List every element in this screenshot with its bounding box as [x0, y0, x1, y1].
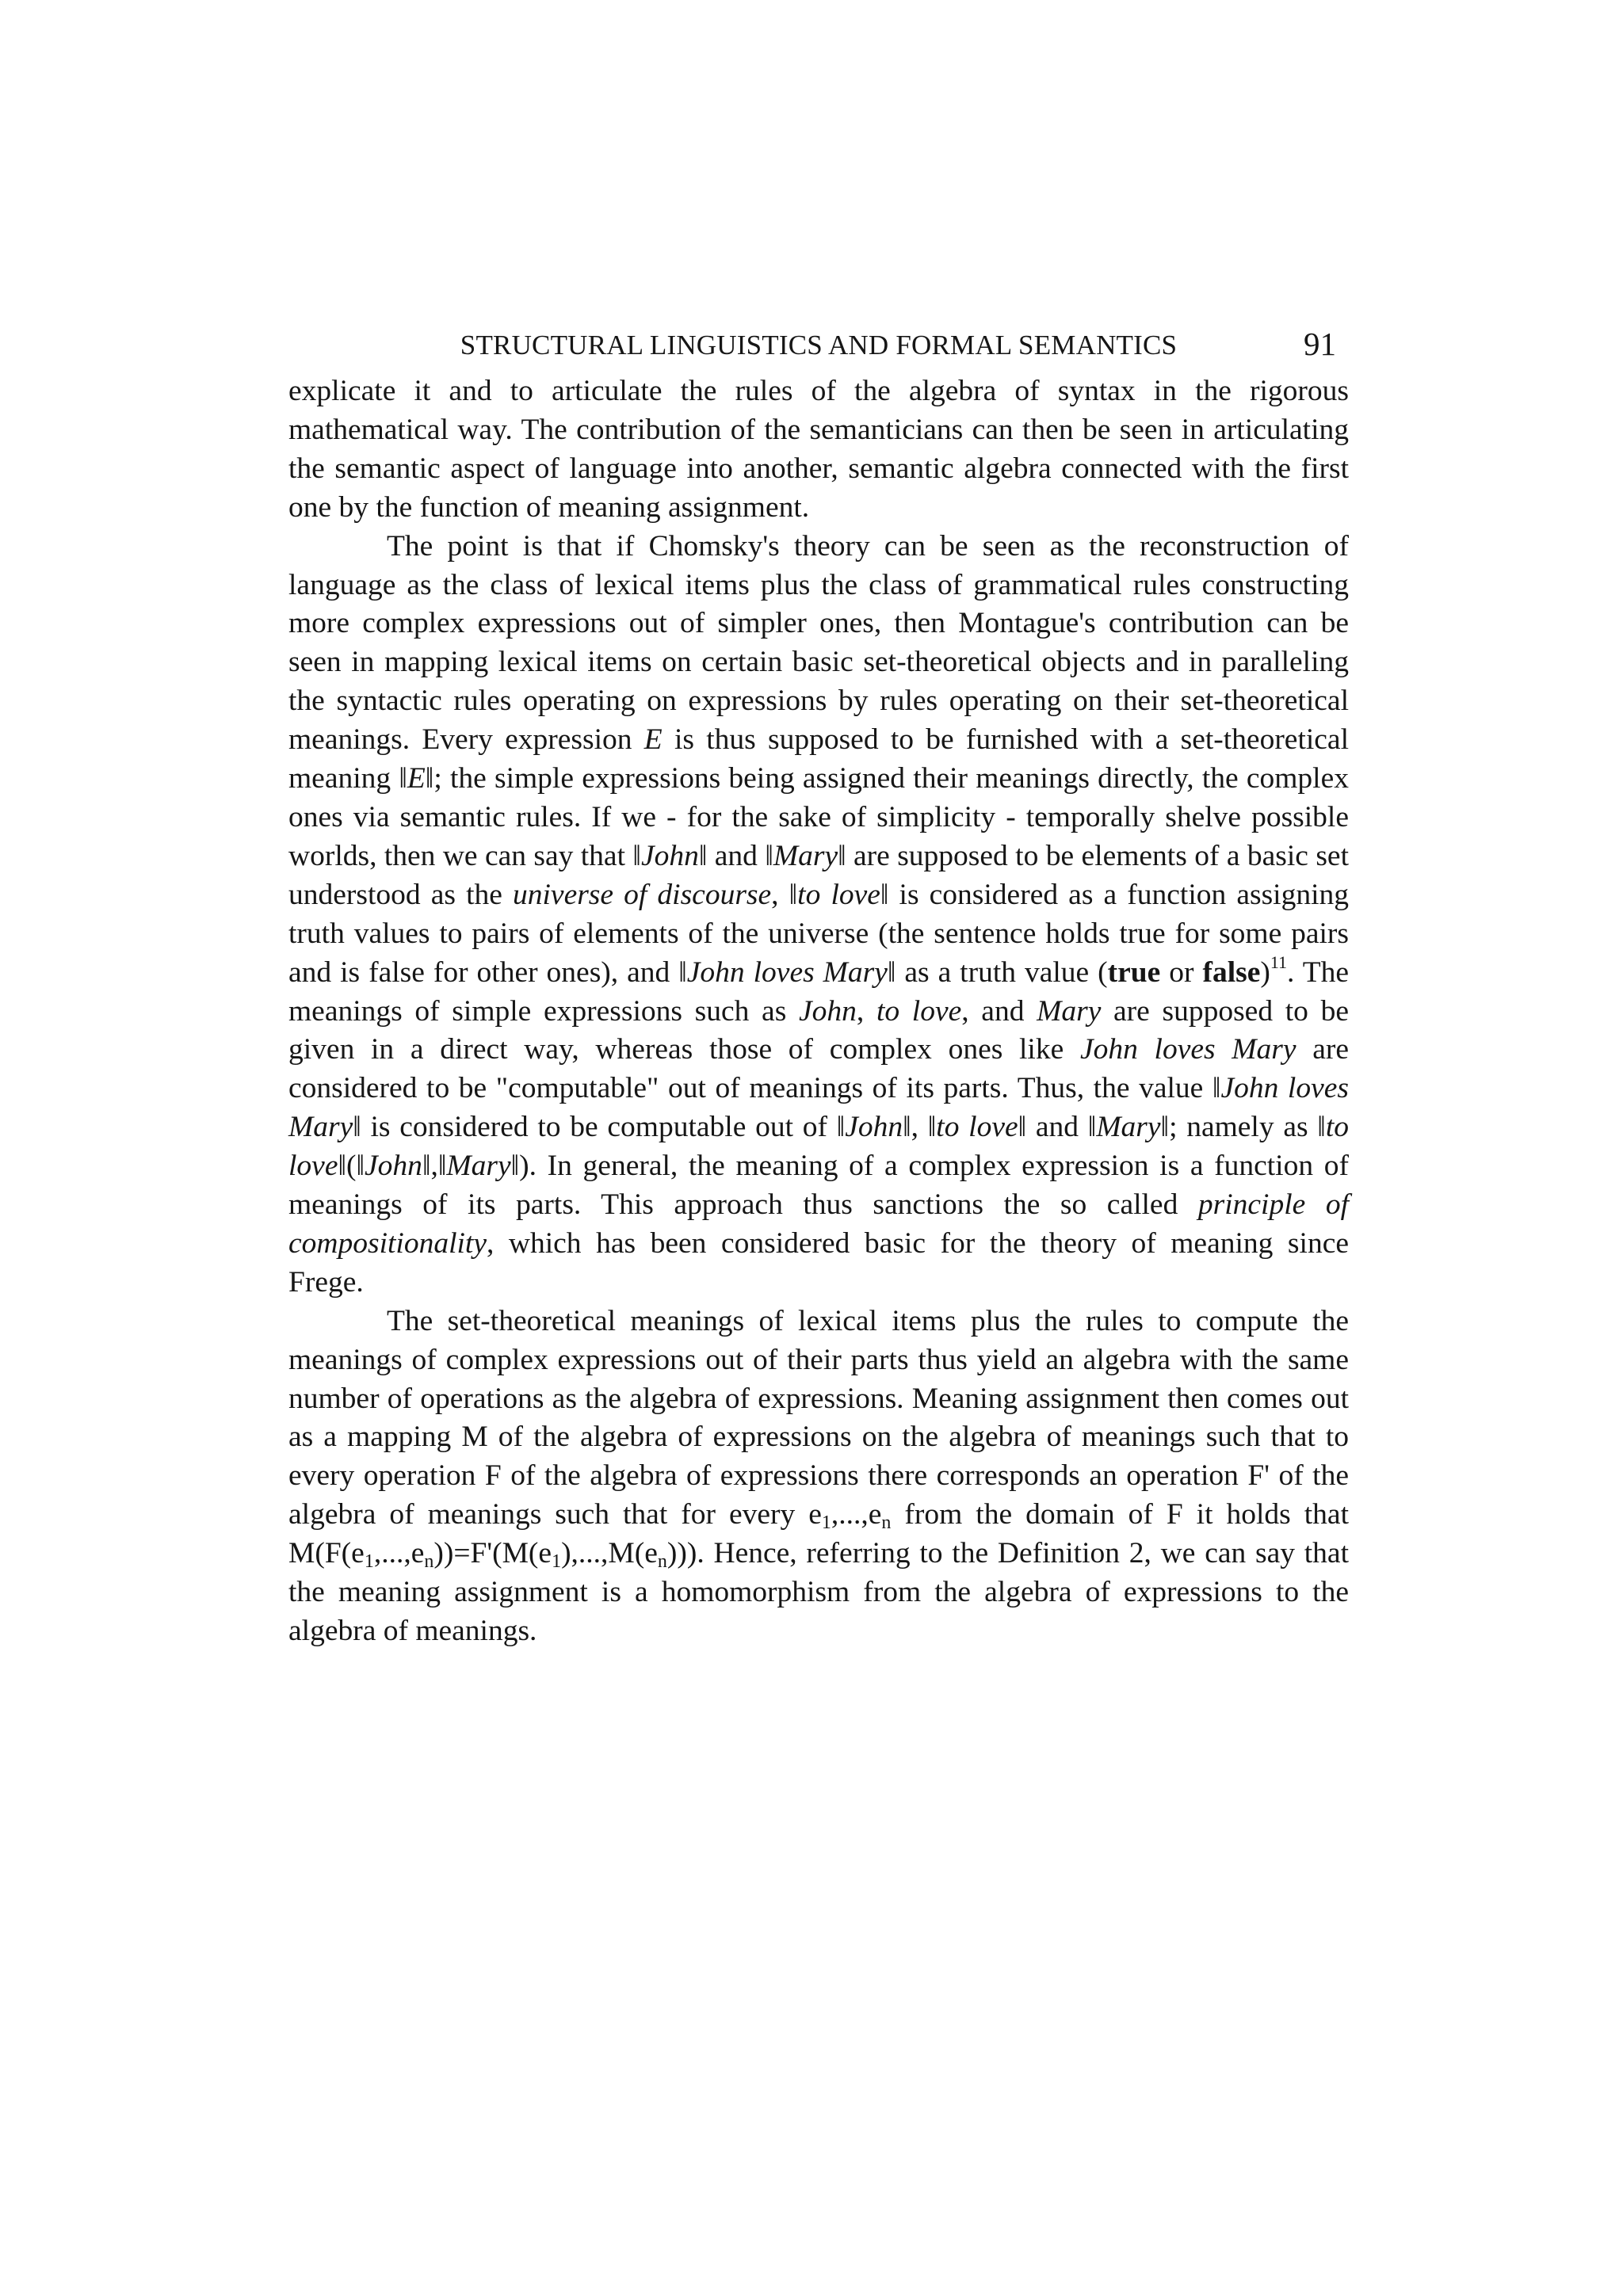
- text-run: (: [346, 1150, 357, 1183]
- text-run: ,: [771, 878, 789, 911]
- text-run: ): [1260, 955, 1270, 989]
- running-head: [290, 326, 1347, 368]
- text-run: are supposed to be given in a direct way, whereas those of complex ones like: [288, 994, 1349, 1066]
- italic-term: to love: [876, 994, 962, 1028]
- italic-term: John: [798, 994, 857, 1028]
- italic-term: John: [640, 839, 699, 872]
- italic-term: John loves Mary: [686, 955, 888, 989]
- norm-bar: ‖: [422, 1150, 431, 1183]
- text-run: ,...,e: [373, 1537, 425, 1570]
- subscript: n: [424, 1551, 434, 1573]
- norm-bar: ‖: [836, 1111, 846, 1144]
- norm-bar: ‖: [789, 878, 798, 911]
- norm-bar: ‖: [510, 1150, 520, 1183]
- italic-term: E: [643, 723, 663, 757]
- text-run: ,: [430, 1150, 438, 1183]
- norm-bar: ‖: [1018, 1111, 1027, 1144]
- italic-term: Mary: [1037, 994, 1102, 1028]
- subscript: 1: [552, 1551, 562, 1573]
- text-run: ,: [856, 994, 876, 1028]
- norm-bar: ‖: [887, 955, 896, 989]
- footnote-reference: 11: [1270, 952, 1288, 972]
- italic-term: John: [845, 1111, 903, 1144]
- subscript: 1: [821, 1512, 831, 1534]
- paragraph-1: explicate it and to articulate the rules of the algebra of syntax in the rigorous mathematical way. The contribution of the semanticians can then be seen in articulating the semantic aspect of language into another, semantic algebra connected with the first one by the function of meaning assignment.: [288, 375, 1349, 524]
- norm-bar: ‖: [678, 955, 687, 989]
- italic-term: universe of discourse: [513, 878, 772, 911]
- norm-bar: ‖: [927, 1111, 937, 1144]
- text-run: ))). Hence, referring to the Definition 2, we can say that the meaning assignment is a homomorphism from the algebra of expressions to the algebra of meanings.: [288, 1537, 1349, 1647]
- italic-term: to love: [936, 1111, 1018, 1144]
- norm-bar: ‖: [1317, 1111, 1326, 1144]
- norm-bar: ‖: [838, 839, 846, 872]
- text-run: , which has been considered basic for the theory of meaning since Frege.: [288, 1226, 1349, 1299]
- norm-bar: ‖: [425, 762, 434, 795]
- italic-term: John: [365, 1150, 422, 1183]
- norm-bar: ‖: [903, 1111, 911, 1144]
- text-run: . The meanings of simple expressions such as: [288, 955, 1350, 1028]
- subscript: n: [657, 1551, 667, 1573]
- text-run: ),...,M(e: [561, 1537, 658, 1570]
- text-run: ; namely as: [1169, 1111, 1318, 1144]
- text-run: ; the simple expressions being assigned their meanings directly, the complex ones via semantic rules. If we - for the sake of simplicity - temporally shelve possible worlds, then we can say that: [288, 762, 1349, 872]
- norm-bar: ‖: [1160, 1111, 1170, 1144]
- bold-term: true: [1107, 955, 1161, 989]
- norm-bar: ‖: [399, 762, 407, 795]
- text-run: is considered as a function assigning truth values to pairs of elements of the universe (the sentence holds true for some pairs and is false for other ones), and: [288, 878, 1350, 989]
- italic-term: to love: [288, 1111, 1349, 1183]
- norm-bar: ‖: [353, 1111, 361, 1144]
- norm-bar: ‖: [1212, 1072, 1221, 1105]
- subscript: 1: [364, 1551, 374, 1573]
- paragraph-2: [288, 528, 1349, 1302]
- text-run: from the domain of F it holds that M(F(e: [288, 1498, 1349, 1570]
- text-run: or: [1160, 955, 1203, 989]
- text-run: are considered to be "computable" out of meanings of its parts. Thus, the value: [288, 1033, 1350, 1105]
- italic-term: to love: [797, 878, 880, 911]
- subscript: n: [881, 1512, 892, 1534]
- norm-bar: ‖: [880, 878, 889, 911]
- italic-term: Mary: [1096, 1111, 1161, 1144]
- italic-term: principle of compositionality: [288, 1188, 1349, 1260]
- norm-bar: ‖: [632, 839, 641, 872]
- text-run: ,: [911, 1111, 928, 1144]
- text-run: , and: [961, 994, 1037, 1028]
- page-number: 91: [1304, 326, 1336, 362]
- norm-bar: ‖: [1087, 1111, 1097, 1144]
- text-run: ): [519, 1150, 529, 1183]
- text-run: are supposed to be elements of a basic set understood as the: [288, 839, 1349, 911]
- italic-term: E: [407, 762, 426, 795]
- bold-term: false: [1202, 955, 1261, 989]
- text-run: and: [1026, 1111, 1088, 1144]
- italic-term: Mary: [446, 1150, 511, 1183]
- italic-term: John loves Mary: [288, 1072, 1349, 1144]
- text-run: and: [707, 839, 766, 872]
- text-run: . In general, the meaning of a complex expression is a function of meanings of its parts. This approach thus sanctions the so called: [288, 1150, 1349, 1222]
- italic-term: John loves Mary: [1079, 1033, 1296, 1066]
- norm-bar: ‖: [765, 839, 773, 872]
- norm-bar: ‖: [356, 1150, 365, 1183]
- text-run: is considered to be computable out of: [361, 1111, 837, 1144]
- norm-bar: ‖: [698, 839, 708, 872]
- italic-term: Mary: [773, 839, 838, 872]
- text-run: The set-theoretical meanings of lexical items plus the rules to compute the meanings of complex expressions out of their parts thus yield an algebra with the same number of operations as the algebra of expressions. Meaning assignment then comes out as a mapping M of the algebra of expressions on the algebra of meanings such that to every operation F of the algebra of expressions there corresponds an operation F' of the algebra of meanings such that for every e: [288, 1304, 1349, 1531]
- text-run: ))=F'(M(e: [433, 1537, 552, 1570]
- running-title: STRUCTURAL LINGUISTICS AND FORMAL SEMANTICS: [460, 330, 1178, 360]
- text-run: as a truth value (: [896, 955, 1108, 989]
- text-run: is thus supposed to be furnished with a set-theoretical meaning: [288, 723, 1349, 795]
- paragraph-3: [288, 1302, 1349, 1651]
- text-run: ,...,e: [831, 1498, 882, 1531]
- text-run: The point is that if Chomsky's theory can be seen as the reconstruction of language as the class of lexical items plus the class of grammatical rules constructing more complex expressions out of simpler ones, then Montague's contribution can be seen in mapping lexical items on certain basic set-theoretical objects and in paralleling the syntactic rules operating on expressions by rules operating on their set-theoretical meanings. Every expression: [288, 529, 1349, 757]
- norm-bar: ‖: [437, 1150, 447, 1183]
- norm-bar: ‖: [338, 1150, 346, 1183]
- body-text: [288, 372, 1349, 1651]
